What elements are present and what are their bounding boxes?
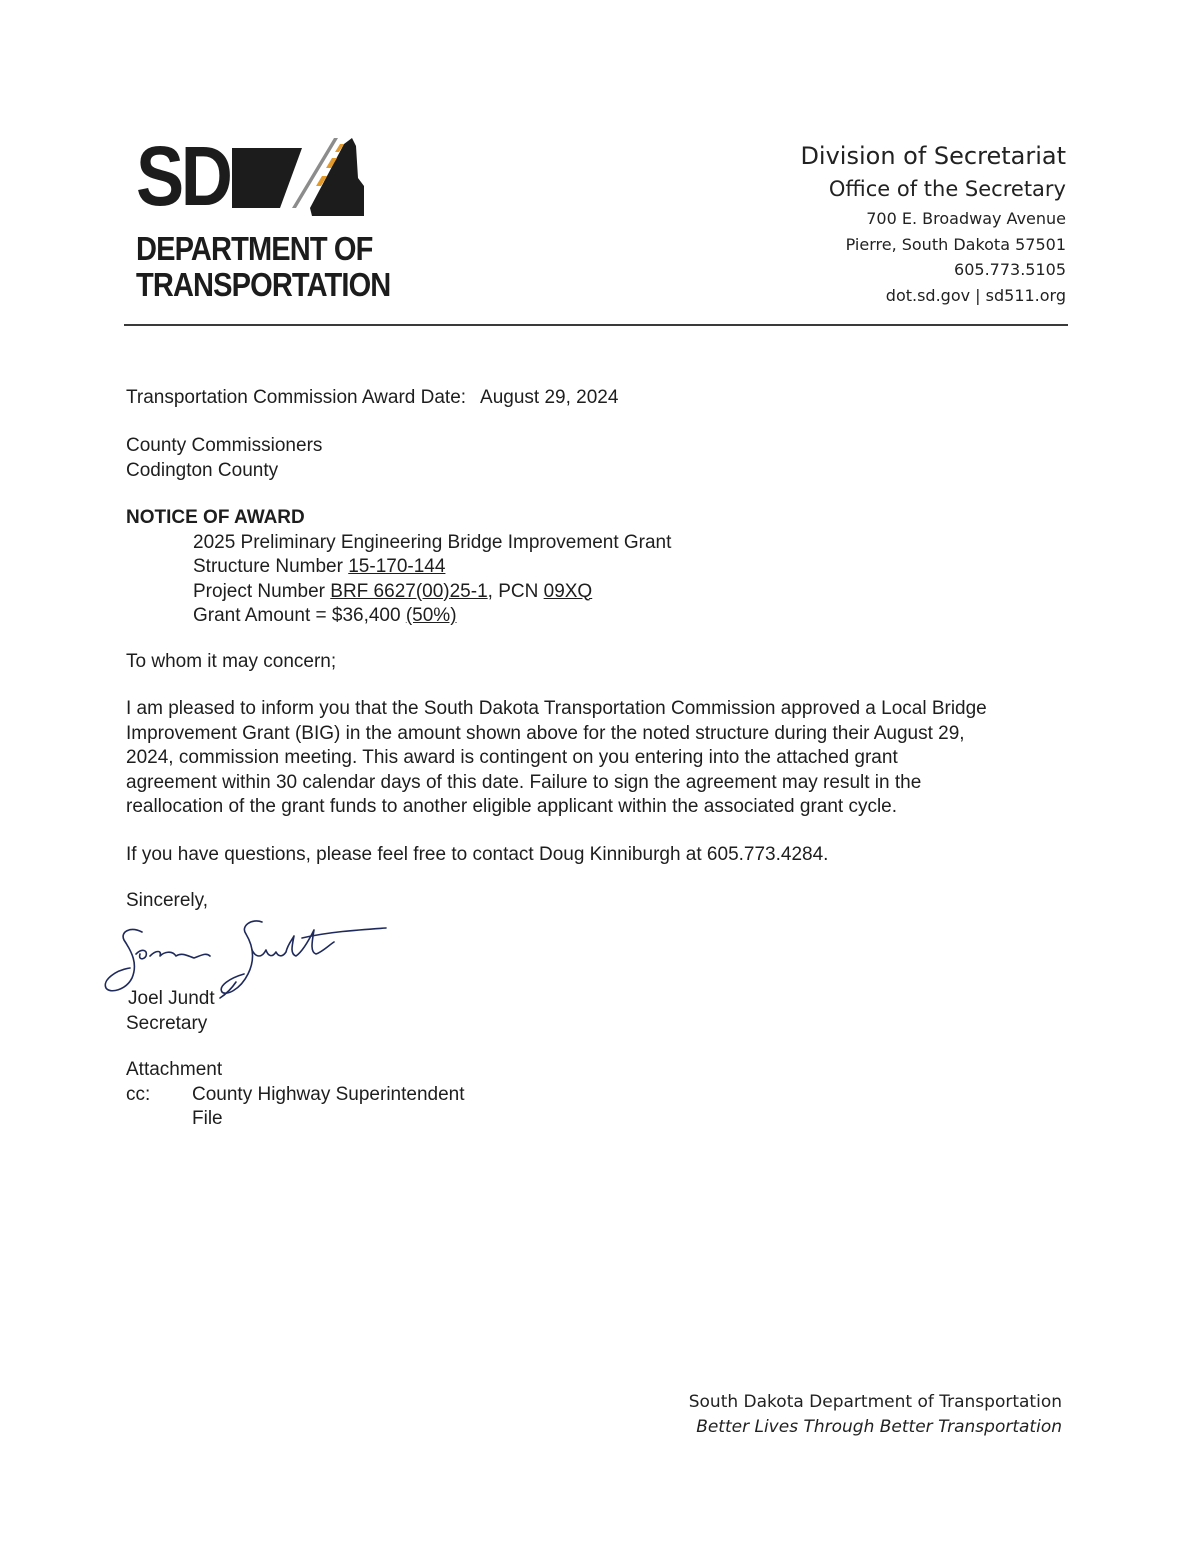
body-line: Improvement Grant (BIG) in the amount shown above for the noted structure during their August 29, (126, 722, 965, 744)
salutation: To whom it may concern; (126, 651, 337, 672)
project-number-line: Project Number BRF 6627(00)25-1, PCN 09XQ (193, 580, 593, 602)
recipient-line: Codington County (126, 459, 279, 481)
body-line: 2024, commission meeting. This award is contingent on you entering into the attached grant (126, 747, 898, 768)
notice-title: NOTICE OF AWARD (126, 507, 305, 528)
office-name: Office of the Secretary (828, 177, 1066, 201)
footer-org: South Dakota Department of Transportation (688, 1392, 1062, 1412)
attachment-block (126, 1058, 465, 1132)
grant-percent: (50%) (405, 605, 457, 626)
office-web: dot.sd.gov | sd511.org (885, 285, 1066, 305)
logo-sd-text: SD (136, 129, 230, 223)
attachment-label: Attachment (126, 1059, 223, 1080)
cc-recipient: County Highway Superintendent (192, 1083, 465, 1105)
city-address: Pierre, South Dakota 57501 (845, 234, 1066, 254)
footer-tagline: Better Lives Through Better Transportation (696, 1417, 1062, 1437)
cc-label: cc: (126, 1083, 151, 1105)
structure-number-line: Structure Number 15-170-144 (193, 556, 446, 577)
cc-recipient: File (192, 1108, 223, 1129)
street-address: 700 E. Broadway Avenue (866, 209, 1066, 228)
contact-line: If you have questions, please feel free to contact Doug Kinniburgh at 605.773.4284. (126, 844, 829, 865)
office-address-block (800, 140, 1066, 308)
road-state-icon (232, 138, 366, 216)
letterhead-divider (124, 324, 1068, 326)
logo-department-text: DEPARTMENT OF (136, 230, 373, 267)
closing: Sincerely, (126, 890, 209, 911)
signer-block (126, 987, 215, 1036)
structure-number: 15-170-144 (348, 556, 446, 577)
sddot-logo (136, 129, 391, 306)
grant-name: 2025 Preliminary Engineering Bridge Improvement Grant (193, 531, 672, 553)
body-line: I am pleased to inform you that the South Dakota Transportation Commission approved a Local Bridge (126, 698, 987, 719)
award-date-line (126, 386, 618, 411)
body-line: agreement within 30 calendar days of this date. Failure to sign the agreement may result in the (126, 771, 922, 793)
notice-of-award (126, 506, 671, 629)
recipient-block (126, 434, 322, 483)
body-line: reallocation of the grant funds to another eligible applicant within the associated grant cycle. (126, 796, 898, 817)
body-paragraph (126, 697, 987, 820)
division-name: Division of Secretariat (800, 142, 1066, 170)
signer-name: Joel Jundt (128, 988, 215, 1009)
office-phone: 605.773.5105 (954, 260, 1066, 279)
pcn-number: 09XQ (543, 580, 593, 602)
award-date-label: Transportation Commission Award Date: (126, 387, 467, 408)
recipient-line: County Commissioners (126, 435, 323, 456)
grant-amount-line: Grant Amount = $36,400 (50%) (193, 605, 457, 626)
signer-title: Secretary (126, 1012, 208, 1034)
footer (689, 1390, 1062, 1440)
logo-transportation-text: TRANSPORTATION (136, 266, 391, 303)
award-date-value: August 29, 2024 (480, 387, 619, 408)
project-number: BRF 6627(00)25-1 (330, 580, 488, 602)
